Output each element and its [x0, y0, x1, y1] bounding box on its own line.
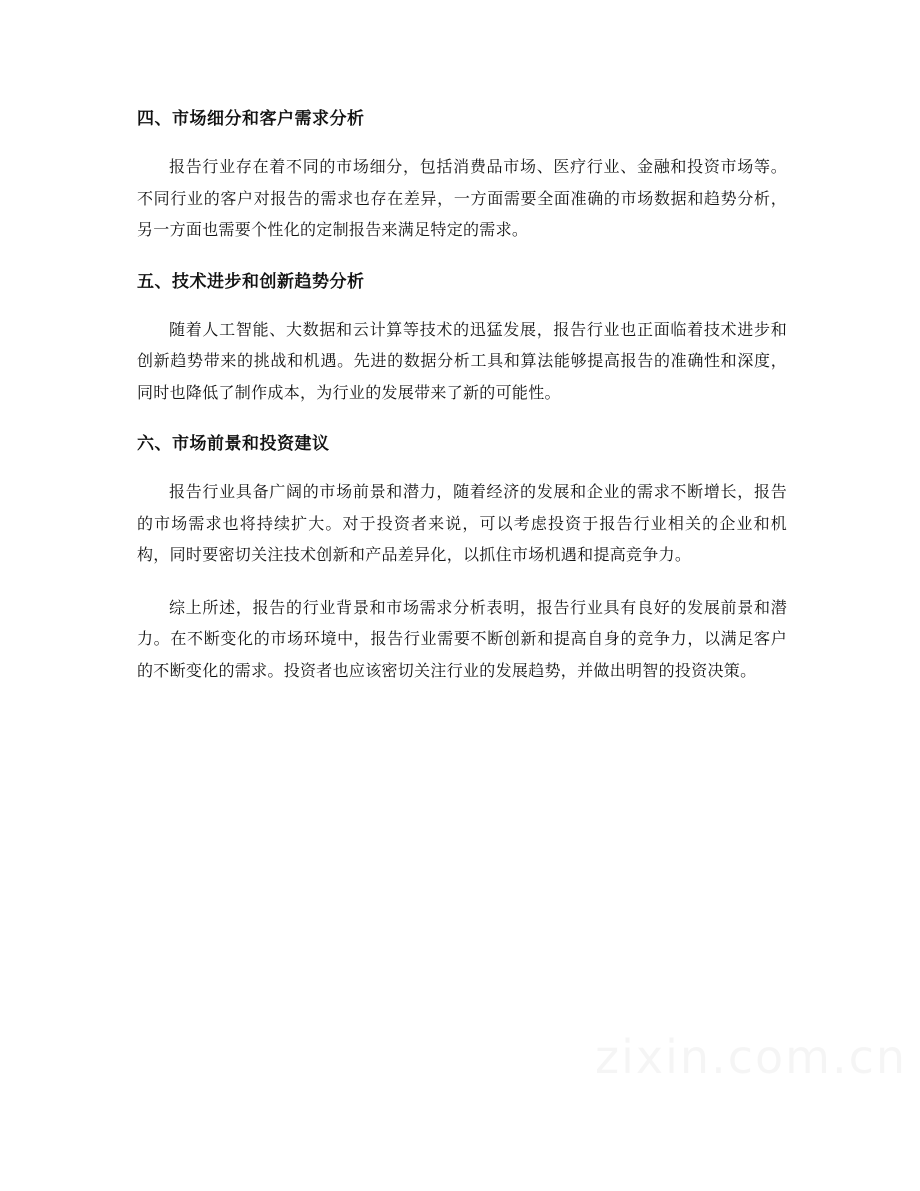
section-heading-market-segmentation: 四、市场细分和客户需求分析 — [137, 109, 365, 129]
paragraph-market-segmentation: 报告行业存在着不同的市场细分，包括消费品市场、医疗行业、金融和投资市场等。不同行业的客户对报告的需求也存在差异，一方面需要全面准确的市场数据和趋势分析，另一方面也需要个性化的定制报告来满足特定的需求。 — [137, 157, 787, 239]
section-heading-market-outlook: 六、市场前景和投资建议 — [137, 434, 330, 454]
paragraph-market-outlook: 报告行业具备广阔的市场前景和潜力，随着经济的发展和企业的需求不断增长，报告的市场需求也将持续扩大。对于投资者来说，可以考虑投资于报告行业相关的企业和机构，同时要密切关注技术创新和产品差异化，以抓住市场机遇和提高竞争力。 — [137, 482, 787, 564]
document-body — [137, 104, 787, 707]
paragraph-technology-trends: 随着人工智能、大数据和云计算等技术的迅猛发展，报告行业也正面临着技术进步和创新趋势带来的挑战和机遇。先进的数据分析工具和算法能够提高报告的准确性和深度，同时也降低了制作成本，为行业的发展带来了新的可能性。 — [137, 319, 787, 402]
watermark-text — [595, 1030, 907, 1084]
paragraph-conclusion: 综上所述，报告的行业背景和市场需求分析表明，报告行业具有良好的发展前景和潜力。在不断变化的市场环境中，报告行业需要不断创新和提高自身的竞争力，以满足客户的不断变化的需求。投资者也应该密切关注行业的发展趋势，并做出明智的投资决策。 — [137, 597, 787, 680]
section-heading-technology-trends: 五、技术进步和创新趋势分析 — [137, 271, 365, 292]
